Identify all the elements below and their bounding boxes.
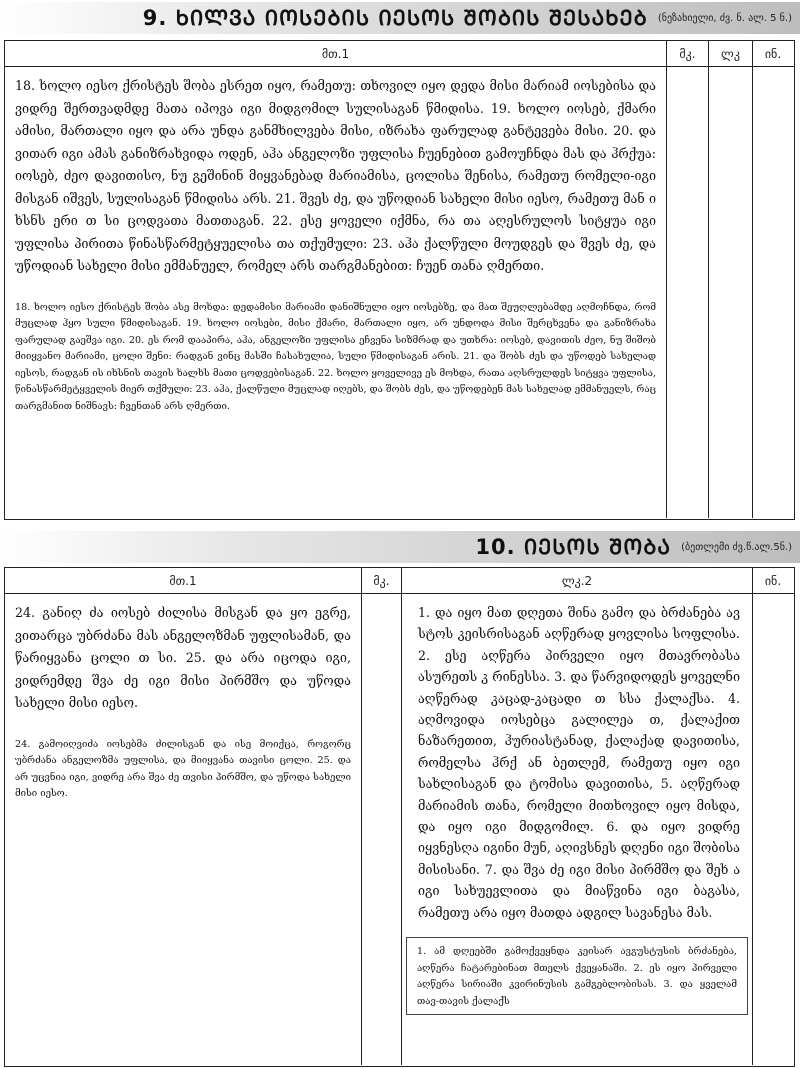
section10-mk-cell — [362, 594, 402, 1065]
section9-translation-text: 18. ხოლო იესო ქრისტეს შობა ასე მოხდა: დედამისი მარიამი დანიშნული იყო იოსებზე, და მათ შეუღლებამდე აღმოჩნდა, რომ მუცლად ჰყო სული წმიდისაგან. 19. ხოლო იოსები, მისი ქმარი, მართალი იყო, არ უნდოდა მისი შერცხვენა და განიზრახა ფარულად გაეშვა იგი. 20. ეს რომ დააპირა, აჰა, ანგელოზი უფლისა ეჩვენა სიზმრად და უთხრა: იოსებ, დავითის ძეო, ნუ შიშობ მიიყვანო მარიამი, ცოლი შენი: რადგან ვინც მასში ჩასახულია, სული წმიდისაგან არის. 21. და შობს ძეს და უწოდებ სახელად იესოს, რადგან ის იხსნის თავის ხალხს მათი ცოდვებისაგან. 22. ხოლო ყოველივე ეს მოხდა, რათა აღსრულდეს სიტყვა უფლისა, წინასწარმეტყველის მიერ თქმული: 23. აჰა, ქალწული მუცლად იღებს, და შობს ძეს, და უწოდებენ მას სახელად ემმანუელს, რაც თარგმანით ნიშნავს: ჩვენთან არს ღმერთი. — [15, 301, 656, 413]
section10-in-cell — [753, 594, 793, 1065]
section10-table — [4, 567, 795, 1067]
col-header-lk: ლკ.2 — [402, 568, 753, 593]
section9-mt-cell — [5, 67, 667, 518]
section10-mt-translation-text: 24. გამოიღვიძა იოსებმა ძილისგან და ისე მოიქცა, როგორც უბრძანა ანგელოზმა უფლისა, და მიიყვანა თავისი ცოლი. 25. და არ უცვნია იგი, ვიდრე არა შვა ძე თვისი პირმშო, და უწოდა სახელი მისი იესო. — [15, 738, 351, 800]
section10-title: 10. ᲘᲔᲡᲝᲡ ᲨᲝᲑᲐ — [475, 535, 672, 559]
section9-table-body — [5, 67, 794, 518]
section10-lk-translation-text: 1. ამ დღეებში გამოქვეყნდა კეისარ ავგუსტუსის ბრძანება, აღწერა ჩატარებინათ მთელს ქვეყანაში. 2. ეს იყო პირველი აღწერა სირიაში კვირინუსის გამგებლობისას. 3. და ყველამ თავ-თავის ქალაქს — [417, 946, 737, 1007]
section9-lk-cell — [709, 67, 753, 518]
col-header-in: ინ. — [764, 573, 782, 588]
section10-lk-main-text: 1. და იყო მათ დღეთა შინა გამო და ბრძანება ავ სტოს კეისრისაგან აღწერად ყოვლისა სოფლისა. 2. ესე აღწერა პირველი იყო მთავრობასა ასურეთს კ რინესსა. 3. და წარვიდოდეს ყოველნი აღწერად კაცად-კაცადი თ სსა ქალაქსა. 4. აღმოვიდა იოსებცა გალილეა თ, ქალაქით ნაზარეთით, ჰურიასტანად, ქალაქად დავითისა, რომელსა ჰრქ ან ბეთლემ, რამეთუ იყო იგი სახლისაგან და ტომისა დავითისა, 5. აღწერად მარიამის თანა, რომელი მითხოვილ იყო მისდა, და იყო იგი მიდგომილ. 6. და იყო ვიდრე იყვნესღა იგინი მუნ, აღივსნეს დღენი იგი შობისა მისისანი. 7. და შვა ძე იგი მისი პირმშო და შეხ ა იგი სახუევლითა და მიაწვინა იგი ბაგასა, რამეთუ არა იყო მათდა ადგილ სავანესა მას. — [418, 605, 740, 920]
section10-table-header — [5, 568, 794, 594]
section10-lk-cell — [402, 594, 753, 1065]
col-header-mk: მკ. — [362, 568, 402, 593]
col-header-lk: ლკ — [709, 41, 753, 66]
section9-table-header — [5, 41, 794, 67]
col-header-mk: მკ. — [667, 41, 709, 66]
col-header-mt: მთ.1 — [5, 568, 362, 593]
section9-in-cell — [753, 67, 793, 518]
section9-title: 9. ᲮᲘᲚᲕᲐ ᲘᲝᲡᲔᲑᲘᲡ ᲘᲔᲡᲝᲡ ᲨᲝᲑᲘᲡ ᲨᲔᲡᲐᲮᲔᲑ — [142, 6, 648, 30]
col-header-in: ინ. — [764, 46, 782, 61]
section10-subtitle: (ბეთლემი ძვ.წ.ალ.5ნ.) — [681, 541, 792, 553]
section10-lk-translation-box — [406, 937, 748, 1015]
section9-header — [0, 2, 800, 34]
section9-mk-cell — [667, 67, 709, 518]
section10-table-body — [5, 594, 794, 1065]
section10-mt-cell — [5, 594, 362, 1065]
section9-subtitle: (ნეზახიელი, ძვ. ნ. ალ. 5 ნ.) — [657, 12, 792, 24]
section10-mt-main-text: 24. განიღ ძა იოსებ ძილისა მისგან და ყო ეგრე, ვითარცა უბრძანა მას ანგელოზმან უფლისამან, და წარიყვანა ცოლი თ სი. 25. და არა იცოდა იგი, ვიდრემდე შვა ძე იგი მისი პირმშო და უწოდა სახელი მისი იესო. — [15, 605, 351, 710]
section9-main-text: 18. ხოლო იესო ქრისტეს შობა ესრეთ იყო, რამეთუ: თხოვილ იყო დედა მისი მარიამ იოსებისა და ვიდრე შერთვადმდე მათა იპოვა იგი მიდგომილ სულისაგან წმიდისა. 19. ხოლო იოსებ, ქმარი ამისი, მართალი იყო და არა უნდა განმხილვება მისი, იზრახა ფარულად განტევება მისი. 20. და ვითარ იგი ამას განიზრახვიდა ოდენ, აჰა ანგელოზი უფლისა ჩუენებით გამოუჩნდა მას და ჰრქუა: იოსებ, ძეო დავითისო, ნუ გეშინინ მიყვანებად მარიამისა, ცოლისა შენისა, რამეთუ რომელი-იგი მისგან იშვეს, სულისაგან წმიდისა არს. 21. შვეს ძე, და უწოდიან სახელი მისი იესო, რამეთუ მან ი ხსნს ერი თ სი ცოდვათა მათთაგან. 22. ესე ყოველი იქმნა, რა თა აღესრულოს სიტყუა იგი უფლისა პირითა წინასწარმეტყუელისა თა თქუმული: 23. აჰა ქალწული მოუდგეს და შვეს ძე, და უწოდიან სახელი მისი ემმანუელ, რომელ არს თარგმანებით: ჩუენ თანა ღმერთი. — [15, 78, 656, 273]
col-header-mt: მთ.1 — [5, 41, 667, 66]
section9-table — [4, 40, 795, 520]
section10-header — [0, 531, 800, 563]
